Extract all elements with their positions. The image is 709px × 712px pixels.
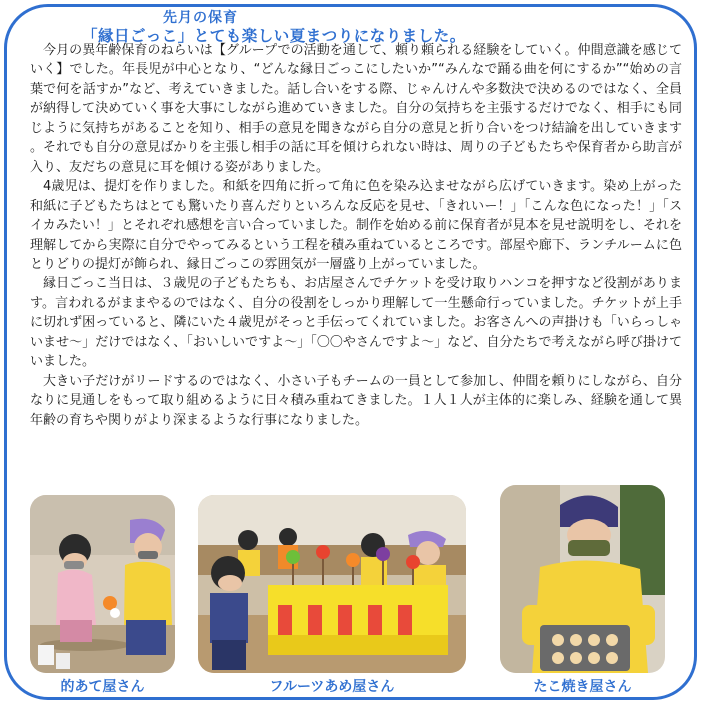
paragraph-1: 今月の異年齢保育のねらいは【グループでの活動を通して、頼り頼られる経験をしていく。仲間意識を感じていく】でした。年長児が中心となり、“どんな縁日ごっこにしたいか”“みんなで踊る曲を何にするか”“始めの言葉で何を話すか”など、考えていきました。話し合いをする際、じゃんけんや多数決で決めるのではなく、全員が納得して決めていく事を大事にしながら進めていきました。自分の気持ちを主張するだけでなく、相手にも同じように気持ちがあることを知り、相手の意見を聞きながら自分の意見と折り合いをつけ結論を出していきます。それでも自分の意見ばかりを主張し相手の話に耳を傾けられない時は、周りの子どもたちや保育者から助言が入り、友だちの意見に耳を傾ける姿がありました。 (30, 43, 682, 175)
photo-target-shop (30, 495, 175, 673)
caption-target-shop: 的あて屋さん (60, 679, 145, 695)
paragraph-2: 4歳児は、提灯を作りました。和紙を四角に折って角に色を染み込ませながら広げていきます。染め上がった和紙に子どもたちはとても驚いたり喜んだりといろんな反応を見せ、「きれいー！」「こんな色になった！」「スイカみたい！」とそれぞれ感想を言い合っていました。制作を始める前に保育者が見本を見せ説明をし、それを理解してから実際に自分でやってみるという工程を積み重ねているところです。部屋や廊下、ランチルームに色とりどりの提灯が飾られ、縁日ごっこの雰囲気が一層盛り上がっていました。 (30, 179, 682, 272)
photo-fruit-candy-shop (198, 495, 466, 673)
caption-takoyaki-shop: たこ焼き屋さん (533, 679, 632, 695)
section-label: 先月の保育 (163, 10, 238, 26)
caption-fruit-candy-shop: フルーツあめ屋さん (269, 679, 395, 695)
photo-takoyaki-shop (500, 485, 665, 673)
article-body (30, 41, 682, 430)
paragraph-4: 大きい子だけがリードするのではなく、小さい子もチームの一員として参加し、仲間を頼りにしながら、自分なりに見通しをもって取り組めるように日々積み重ねてきました。１人１人が主体的に楽しみ、経験を通して異年齢の育ちや関りがより深まるような行事になりました。 (30, 373, 682, 428)
paragraph-3: 縁日ごっこ当日は、３歳児の子どもたちも、お店屋さんでチケットを受け取りハンコを押すなど役割があります。言われるがままやるのではなく、自分の役割をしっかり理解して一生懸命行っていました。チケットが上手に切れず困っていると、隣にいた４歳児がそっと手伝ってくれていました。お客さんへの声掛けも「いらっしゃいませ～」だけではなく、「おいしいですよ～」「〇〇やさんですよ～」など、自分たちで考えながら呼び掛けていました。 (30, 276, 682, 370)
headline: 「縁日ごっこ」とても楽しい夏まつりになりました。 (82, 27, 466, 45)
